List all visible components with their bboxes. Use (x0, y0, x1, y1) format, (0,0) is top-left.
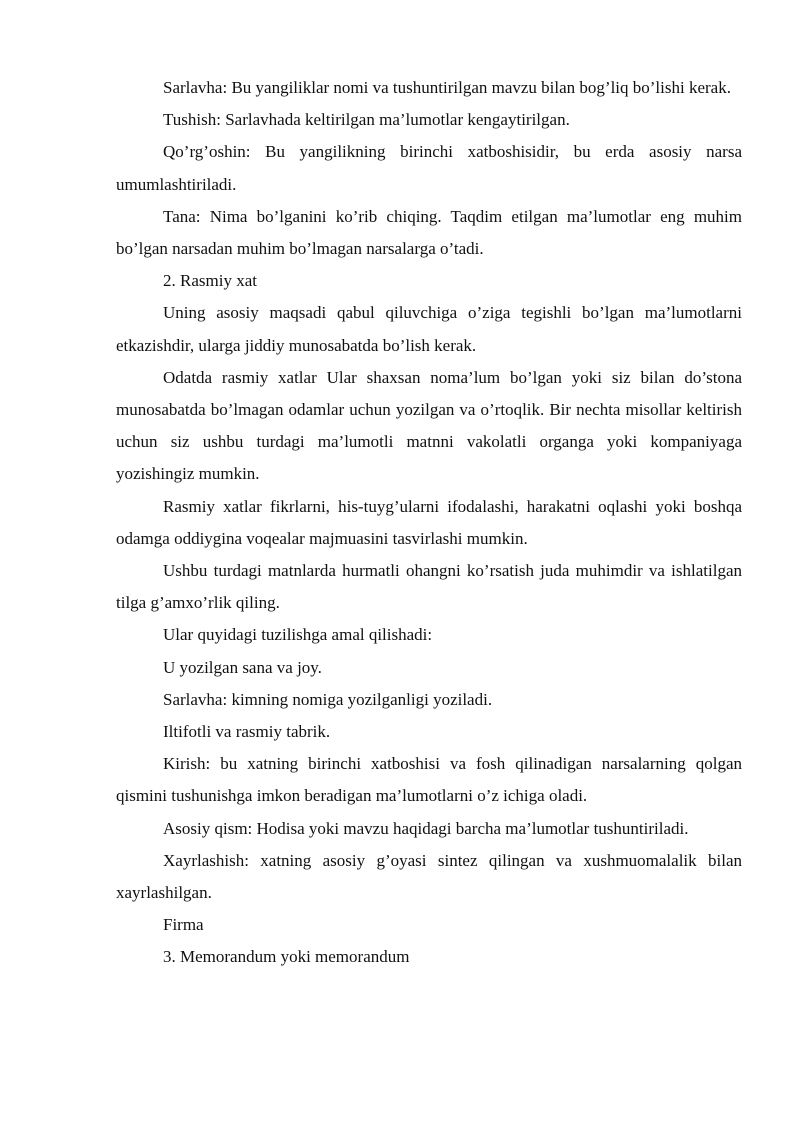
paragraph-formal-letter-tone: Ushbu turdagi matnlarda hurmatli ohangni ko’rsatish juda muhimdir va ishlatilgan tilga g’amxo’rlik qiling. (116, 561, 742, 613)
paragraph-drop-def: Tushish: Sarlavhada keltirilgan ma’lumotlar kengaytirilgan. (163, 110, 570, 130)
paragraph-body-def: Tana: Nima bo’lganini ko’rib chiqing. Taqdim etilgan ma’lumotlar eng muhim bo’lgan narsadan muhim bo’lmagan narsalarga o’tadi. (116, 206, 742, 259)
paragraph-heading-recipient: Sarlavha: kimning nomiga yozilganligi yoziladi. (163, 689, 493, 709)
paragraph-headline-def: Sarlavha: Bu yangiliklar nomi va tushuntirilgan mavzu bilan bog’liq bo’lishi kerak. (163, 78, 731, 97)
paragraph-formal-letter-purpose: Uning asosiy maqsadi qabul qiluvchiga o’ziga tegishli bo’lgan ma’lumotlarni etkazishdir, ularga jiddiy munosabatda bo’lish kerak. (116, 303, 742, 355)
section-heading-formal-letter: 2. Rasmiy xat (163, 271, 257, 291)
paragraph-date-place: U yozilgan sana va joy. (163, 657, 322, 677)
paragraph-farewell: Xayrlashish: xatning asosiy g’oyasi sintez qilingan va xushmuomalalik bilan xayrlashilgan. (116, 850, 742, 903)
paragraph-formal-letter-usage: Odatda rasmiy xatlar Ular shaxsan noma’lum bo’lgan yoki siz bilan do’stona munosabatda bo’lmagan odamlar uchun yozilgan va o’rtoqlik. Bir nechta misollar keltirish uchun siz ushbu turdagi ma’lumotli matnni vakolatli organga yoki kompaniyaga yozishingiz mumkin. (116, 367, 742, 484)
paragraph-formal-letter-content: Rasmiy xatlar fikrlarni, his-tuyg’ularni ifodalashi, harakatni oqlashi yoki boshqa odamga oddiygina voqealar majmuasini tasvirlashi mumkin. (116, 496, 742, 548)
paragraph-structure-intro: Ular quyidagi tuzilishga amal qilishadi: (163, 625, 433, 645)
paragraph-signature: Firma (163, 915, 204, 935)
paragraph-introduction: Kirish: bu xatning birinchi xatboshisi va fosh qilinadigan narsalarning qolgan qismini tushunishga imkon beradigan ma’lumotlarni o’z ichiga oladi. (116, 754, 742, 806)
paragraph-main-part: Asosiy qism: Hodisa yoki mavzu haqidagi barcha ma’lumotlar tushuntiriladi. (163, 818, 689, 838)
paragraph-greeting: Iltifotli va rasmiy tabrik. (163, 722, 331, 742)
paragraph-lead-def: Qo’rg’oshin: Bu yangilikning birinchi xatboshisidir, bu erda asosiy narsa umumlashtiriladi. (116, 142, 742, 194)
section-heading-memorandum: 3. Memorandum yoki memorandum (163, 947, 410, 967)
document-page (116, 72, 742, 974)
